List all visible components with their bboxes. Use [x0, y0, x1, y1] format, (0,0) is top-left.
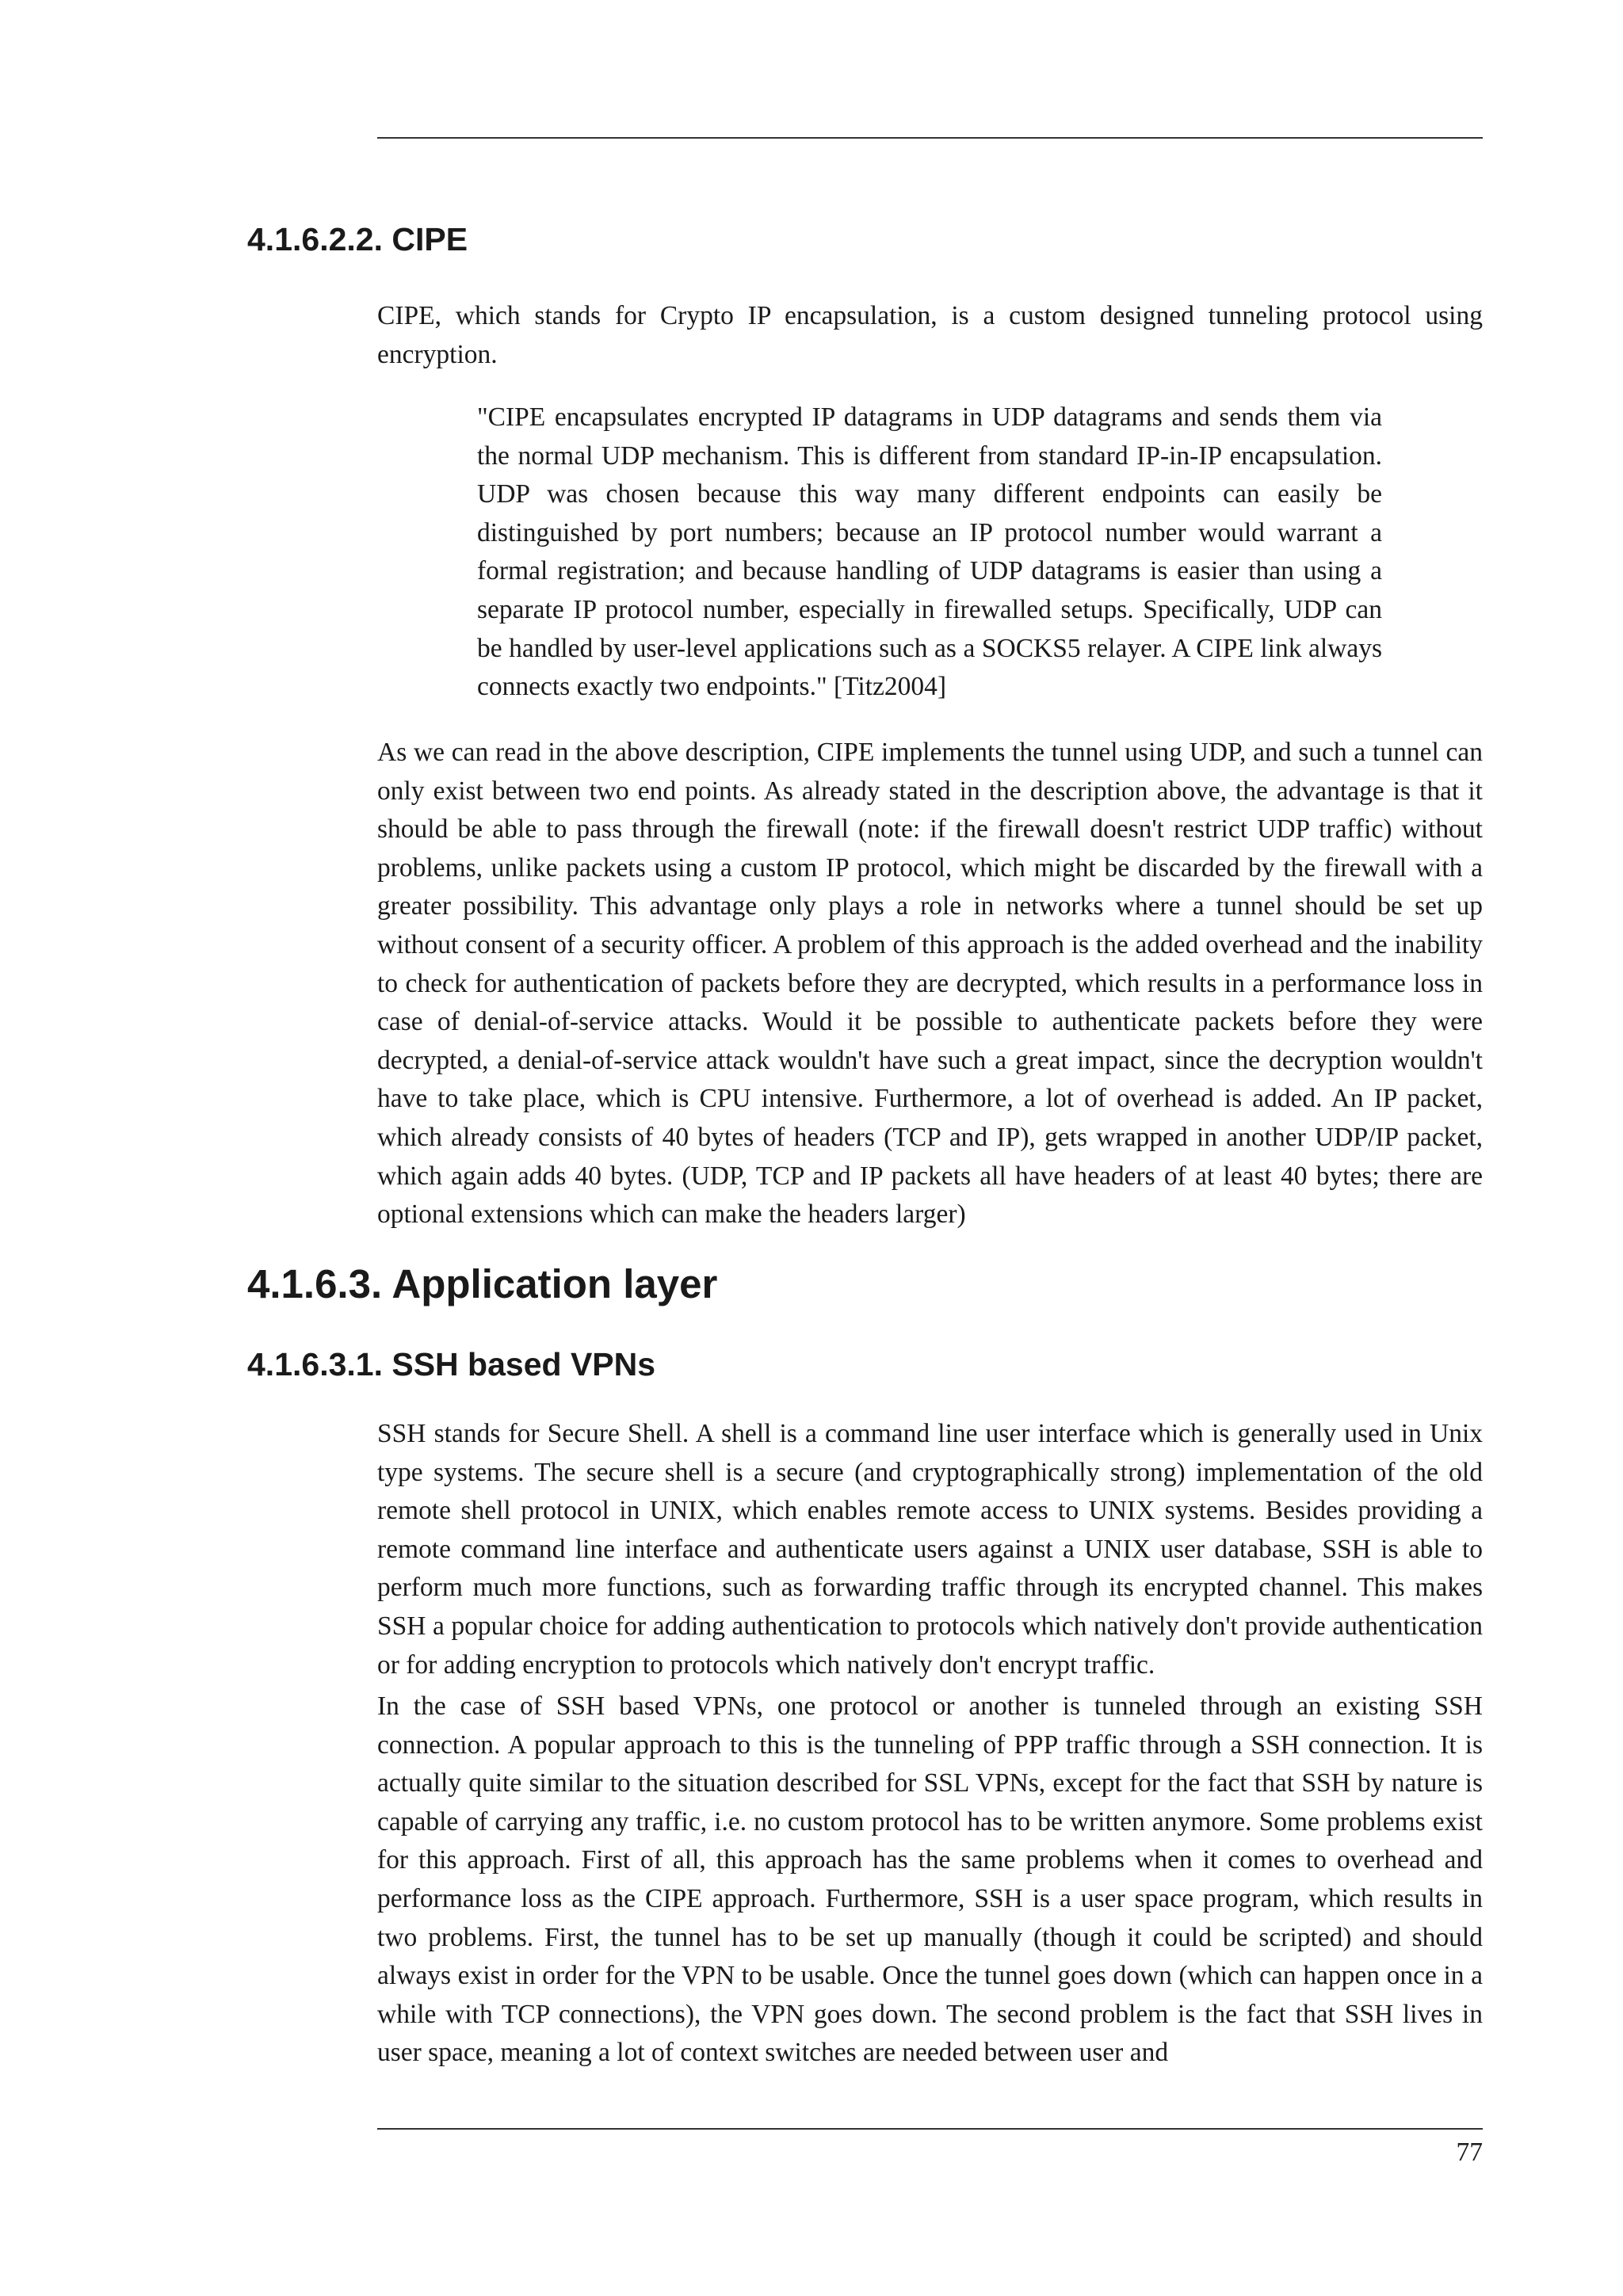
header-rule: [377, 137, 1483, 139]
cipe-analysis-paragraph: As we can read in the above description, CIPE implements the tunnel using UDP, and such a tunnel can only exist between two end points. As already stated in the description above, the advantage is that it should be able to pass through the firewall (note: if the firewall doesn't restrict UDP traffic) without problems, unlike packets using a custom IP protocol, which might be discarded by the firewall with a greater possibility. This advantage only plays a role in networks where a tunnel should be set up without consent of a security officer. A problem of this approach is the added overhead and the inability to check for authentication of packets before they are decrypted, which results in a performance loss in case of denial-of-service attacks. Would it be possible to authenticate packets before they were decrypted, a denial-of-service attack wouldn't have such a great impact, since the decryption wouldn't have to take place, which is CPU intensive. Furthermore, a lot of overhead is added. An IP packet, which already consists of 40 bytes of headers (TCP and IP), gets wrapped in another UDP/IP packet, which again adds 40 bytes. (UDP, TCP and IP packets all have headers of at least 40 bytes; there are optional extensions which can make the headers larger): [377, 738, 1483, 1230]
section-heading-application-layer: 4.1.6.3. Application layer: [247, 1261, 718, 1306]
ssh-paragraph-2: In the case of SSH based VPNs, one protocol or another is tunneled through an existing SSH connection. A popular approach to this is the tunneling of PPP traffic through a SSH connection. It is actually quite similar to the situation described for SSL VPNs, except for the fact that SSH by nature is capable of carrying any traffic, i.e. no custom protocol has to be written anymore. Some problems exist for this approach. First of all, this approach has the same problems when it comes to overhead and performance loss as the CIPE approach. Furthermore, SSH is a user space program, which results in two problems. First, the tunnel has to be set up manually (though it could be scripted) and should always exist in order for the VPN to be usable. Once the tunnel goes down (which can happen once in a while with TCP connections), the VPN goes down. The second problem is the fact that SSH lives in user space, meaning a lot of context switches are needed between user and: [377, 1691, 1483, 2068]
cipe-intro-paragraph: CIPE, which stands for Crypto IP encapsulation, is a custom designed tunneling protocol using encryption.: [377, 301, 1483, 369]
ssh-paragraph-1: SSH stands for Secure Shell. A shell is a command line user interface which is generally used in Unix type systems. The secure shell is a secure (and cryptographically strong) implementation of the old remote shell protocol in UNIX, which enables remote access to UNIX systems. Besides providing a remote command line interface and authenticate users against a UNIX user database, SSH is able to perform much more functions, such as forwarding traffic through its encrypted channel. This makes SSH a popular choice for adding authentication to protocols which natively don't provide authentication or for adding encryption to protocols which natively don't encrypt traffic.: [377, 1419, 1483, 1680]
page-number: 77: [1456, 2138, 1483, 2167]
section-heading-cipe: 4.1.6.2.2. CIPE: [247, 221, 468, 257]
cipe-quote-block: "CIPE encapsulates encrypted IP datagrams in UDP datagrams and sends them via the normal UDP mechanism. This is different from standard IP-in-IP encapsulation. UDP was chosen because this way many different endpoints can easily be distinguished by port numbers; because an IP protocol number would warrant a formal registration; and because handling of UDP datagrams is easier than using a separate IP protocol number, especially in firewalled setups. Specifically, UDP can be handled by user-level applications such as a SOCKS5 relayer. A CIPE link always connects exactly two endpoints." [Titz2004]: [477, 402, 1382, 702]
footer-rule: [377, 2128, 1483, 2130]
section-heading-ssh-vpns: 4.1.6.3.1. SSH based VPNs: [247, 1346, 656, 1383]
